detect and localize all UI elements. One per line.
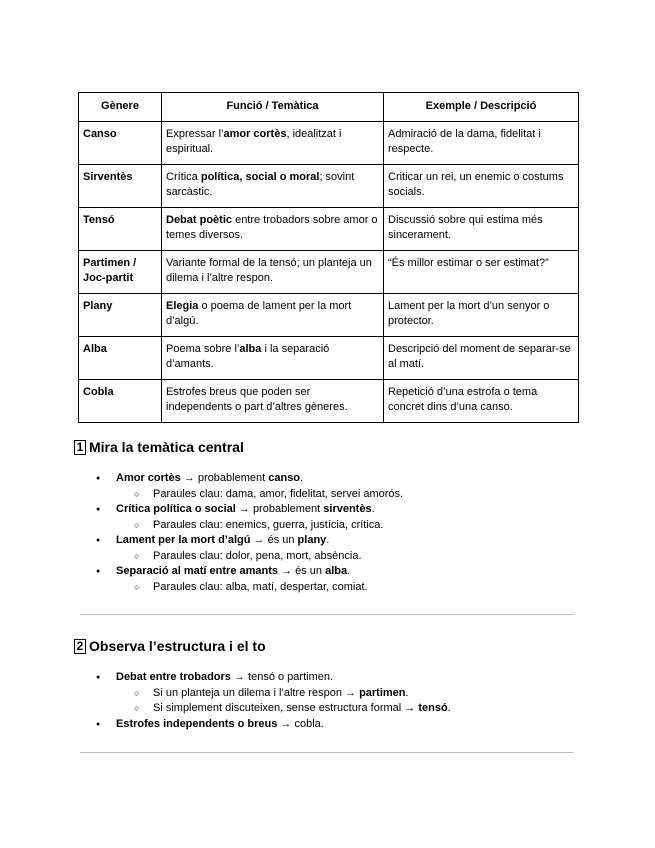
section-structure (74, 637, 584, 732)
function-cell: Poema sobre l’alba i la separació d’amants. (162, 336, 384, 379)
table-row (79, 336, 579, 379)
bold-text: sirventès (323, 503, 372, 515)
structure-list (74, 670, 584, 732)
header-genre: Gènere (79, 93, 162, 122)
divider (80, 752, 574, 753)
table-row (79, 121, 579, 164)
table-row (79, 250, 579, 293)
example-cell: Repetició d’una estrofa o tema concret dins d’una canso. (384, 379, 579, 422)
table-row (79, 207, 579, 250)
function-cell: Debat poètic entre trobadors sobre amor o temes diversos. (162, 207, 384, 250)
genre-cell: Plany (79, 293, 162, 336)
function-cell: Expressar l’amor cortès, idealitzat i espiritual. (162, 121, 384, 164)
bold-text: canso (268, 472, 301, 484)
sub-list-item: ○ Paraules clau: dama, amor, fidelitat, servei amorós. (74, 487, 584, 503)
header-function: Funció / Temàtica (162, 93, 384, 122)
list-item (74, 502, 584, 533)
sub-list (116, 686, 584, 717)
section-heading (74, 637, 584, 655)
list-item (74, 670, 584, 717)
function-cell: Variante formal de la tensó; un planteja un dilema i l’altre respon. (162, 250, 384, 293)
bold-text: Crítica política o social (116, 503, 236, 515)
sub-list-item: ○ Si simplement discuteixen, sense estructura formal → tensó. (74, 701, 584, 717)
list-item-text: Estrofes independents o breus → cobla. (116, 717, 324, 730)
list-item-text: Crítica política o social → probablement sirventès. (116, 503, 375, 515)
function-cell: Elegia o poema de lament per la mort d’algú. (162, 293, 384, 336)
table-row (79, 164, 579, 207)
example-cell: Admiració de la dama, fidelitat i respecte. (384, 121, 579, 164)
function-cell: Crítica política, social o moral; sovint sarcàstic. (162, 164, 384, 207)
sub-list (116, 518, 584, 534)
divider (80, 614, 574, 615)
sub-list-item: ○ Paraules clau: enemics, guerra, justícia, crítica. (74, 518, 584, 534)
function-cell: Estrofes breus que poden ser independents o part d’altres gèneres. (162, 379, 384, 422)
list-item-text: Lament per la mort d’algú → és un plany. (116, 534, 330, 546)
genre-cell: Tensó (79, 207, 162, 250)
list-item-text: Debat entre trobadors → tensó o partimen. (116, 671, 334, 683)
list-item (74, 471, 584, 502)
sub-list (116, 580, 584, 596)
sub-list (116, 487, 584, 503)
sub-list-item: ○ Paraules clau: dolor, pena, mort, absència. (74, 549, 584, 565)
bold-text: Debat poètic (166, 213, 233, 226)
bold-text: tensó (418, 702, 448, 714)
bold-text: Debat entre trobadors (116, 671, 231, 683)
thematic-list (74, 471, 584, 595)
bold-text: alba (325, 565, 348, 577)
genre-cell: Cobla (79, 379, 162, 422)
list-item (74, 717, 584, 733)
sub-list-item: ○ Si un planteja un dilema i l’altre respon → partimen. (74, 686, 584, 702)
section-heading (74, 438, 584, 456)
bold-text: alba (239, 342, 262, 355)
bold-text: Estrofes independents o breus (116, 717, 278, 730)
table-row (79, 293, 579, 336)
table-header-row (79, 93, 579, 122)
genres-table (78, 92, 579, 423)
genre-cell: Partimen / Joc-partit (79, 250, 162, 293)
table-row (79, 379, 579, 422)
genre-cell: Sirventès (79, 164, 162, 207)
header-example: Exemple / Descripció (384, 93, 579, 122)
example-cell: Criticar un rei, un enemic o costums socials. (384, 164, 579, 207)
bold-text: política, social o moral (200, 170, 320, 183)
bold-text: Elegia (166, 299, 199, 312)
section-thematic (74, 438, 584, 595)
bold-text: Separació al matí entre amants (116, 565, 279, 577)
example-cell: Discussió sobre qui estima més sincerament. (384, 207, 579, 250)
genre-cell: Canso (79, 121, 162, 164)
genre-cell: Alba (79, 336, 162, 379)
list-item (74, 564, 584, 595)
bold-text: partimen (359, 686, 406, 699)
bold-text: plany (297, 534, 327, 546)
example-cell: “És millor estimar o ser estimat?” (384, 250, 579, 293)
bold-text: Amor cortès (116, 472, 181, 484)
bold-text: amor cortès (223, 127, 287, 140)
step-number-badge: 1 (74, 440, 86, 455)
list-item-text: Amor cortès → probablement canso. (116, 472, 304, 484)
example-cell: Lament per la mort d’un senyor o protector. (384, 293, 579, 336)
section-title: Mira la temàtica central (89, 439, 244, 455)
list-item (74, 533, 584, 564)
list-item-text: Separació al matí entre amants → és un alba. (116, 565, 351, 577)
sub-list-item: ○ Paraules clau: alba, matí, despertar, comiat. (74, 580, 584, 596)
table-body (79, 121, 579, 422)
section-title: Observa l’estructura i el to (89, 638, 266, 654)
bold-text: Lament per la mort d’algú (116, 534, 251, 546)
sub-list (116, 549, 584, 565)
genres-table-wrapper (78, 92, 578, 423)
example-cell: Descripció del moment de separar-se al matí. (384, 336, 579, 379)
step-number-badge: 2 (74, 639, 86, 654)
